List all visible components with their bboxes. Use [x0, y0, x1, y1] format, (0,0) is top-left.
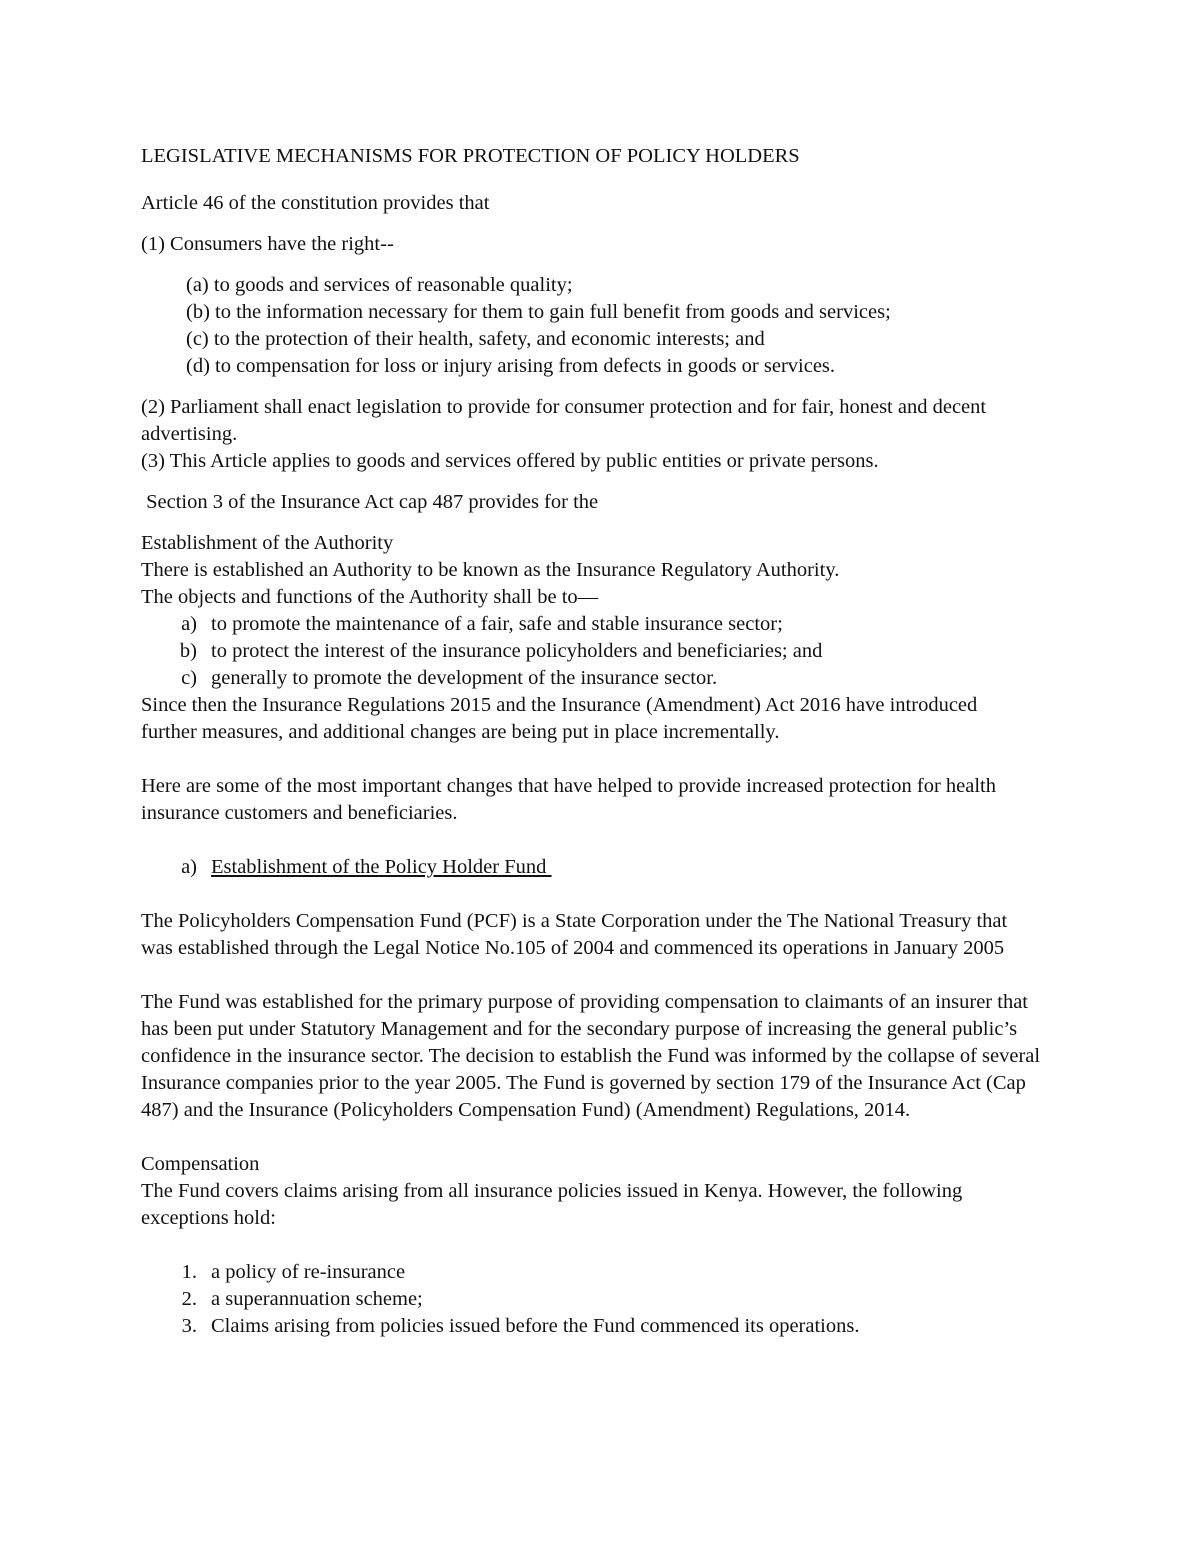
- section3-established: There is established an Authority to be known as the Insurance Regulatory Authority.: [141, 559, 840, 581]
- changes-intro-paragraph: Here are some of the most important changes that have helped to provide increased protection for health insurance customers and beneficiaries.: [141, 775, 996, 824]
- list-marker: 1.: [181, 1261, 197, 1283]
- section3-title: Establishment of the Authority: [141, 532, 394, 554]
- list-item: [141, 638, 1061, 665]
- list-text: to promote the maintenance of a fair, safe and stable insurance sector;: [211, 613, 783, 635]
- list-item: [141, 665, 1061, 692]
- list-item: [141, 1286, 1061, 1313]
- policy-fund-title: Establishment of the Policy Holder Fund: [211, 856, 552, 878]
- list-item: [141, 1259, 1061, 1286]
- article46-clause2: (2) Parliament shall enact legislation to provide for consumer protection and for fair, honest and decent advertising.: [141, 396, 987, 445]
- list-item: (c) to the protection of their health, safety, and economic interests; and: [186, 328, 765, 350]
- list-text: a policy of re-insurance: [211, 1261, 406, 1283]
- article46-clause1: (1) Consumers have the right--: [141, 233, 394, 255]
- compensation-title: Compensation: [141, 1153, 260, 1175]
- list-item: [141, 1313, 1061, 1340]
- list-marker: c): [181, 667, 197, 689]
- section3-objects-intro: The objects and functions of the Authority shall be to—: [141, 586, 599, 608]
- policy-fund-heading: [141, 854, 1061, 881]
- list-text: a superannuation scheme;: [211, 1288, 423, 1310]
- list-marker: 3.: [181, 1315, 197, 1337]
- document-body: [141, 143, 1061, 1340]
- list-text: Claims arising from policies issued before the Fund commenced its operations.: [211, 1315, 860, 1337]
- exceptions-list: [141, 1259, 1061, 1340]
- compensation-intro: The Fund covers claims arising from all insurance policies issued in Kenya. However, the following exceptions hold:: [141, 1180, 963, 1229]
- list-item: (b) to the information necessary for them to gain full benefit from goods and services;: [186, 301, 891, 323]
- article46-intro: Article 46 of the constitution provides that: [141, 192, 490, 214]
- consumer-rights-list: [141, 272, 1061, 380]
- list-item: (a) to goods and services of reasonable quality;: [186, 274, 573, 296]
- article46-clause3: (3) This Article applies to goods and services offered by public entities or private persons.: [141, 450, 879, 472]
- list-marker: 2.: [181, 1288, 197, 1310]
- since-then-paragraph: Since then the Insurance Regulations 2015 and the Insurance (Amendment) Act 2016 have introduced further measures, and additional changes are being put in place incrementally.: [141, 694, 978, 743]
- list-marker: a): [181, 856, 197, 878]
- list-text: to protect the interest of the insurance policyholders and beneficiaries; and: [211, 640, 823, 662]
- document-heading: LEGISLATIVE MECHANISMS FOR PROTECTION OF POLICY HOLDERS: [141, 145, 800, 167]
- list-item: (d) to compensation for loss or injury arising from defects in goods or services.: [186, 355, 836, 377]
- list-marker: b): [179, 640, 197, 662]
- section3-intro: Section 3 of the Insurance Act cap 487 provides for the: [141, 491, 599, 513]
- policy-fund-paragraph-2: The Fund was established for the primary purpose of providing compensation to claimants of an insurer that has been put under Statutory Management and for the secondary purpose of increasing the general public’s confidence in the insurance sector. The decision to establish the Fund was informed by the collapse of several Insurance companies prior to the year 2005. The Fund is governed by section 179 of the Insurance Act (Cap 487) and the Insurance (Policyholders Compensation Fund) (Amendment) Regulations, 2014.: [141, 991, 1041, 1121]
- list-item: [141, 611, 1061, 638]
- authority-objects-list: [141, 611, 1061, 692]
- list-marker: a): [181, 613, 197, 635]
- list-text: generally to promote the development of the insurance sector.: [211, 667, 718, 689]
- policy-fund-paragraph-1: The Policyholders Compensation Fund (PCF) is a State Corporation under the The National Treasury that was established through the Legal Notice No.105 of 2004 and commenced its operations in January 2005: [141, 910, 1008, 959]
